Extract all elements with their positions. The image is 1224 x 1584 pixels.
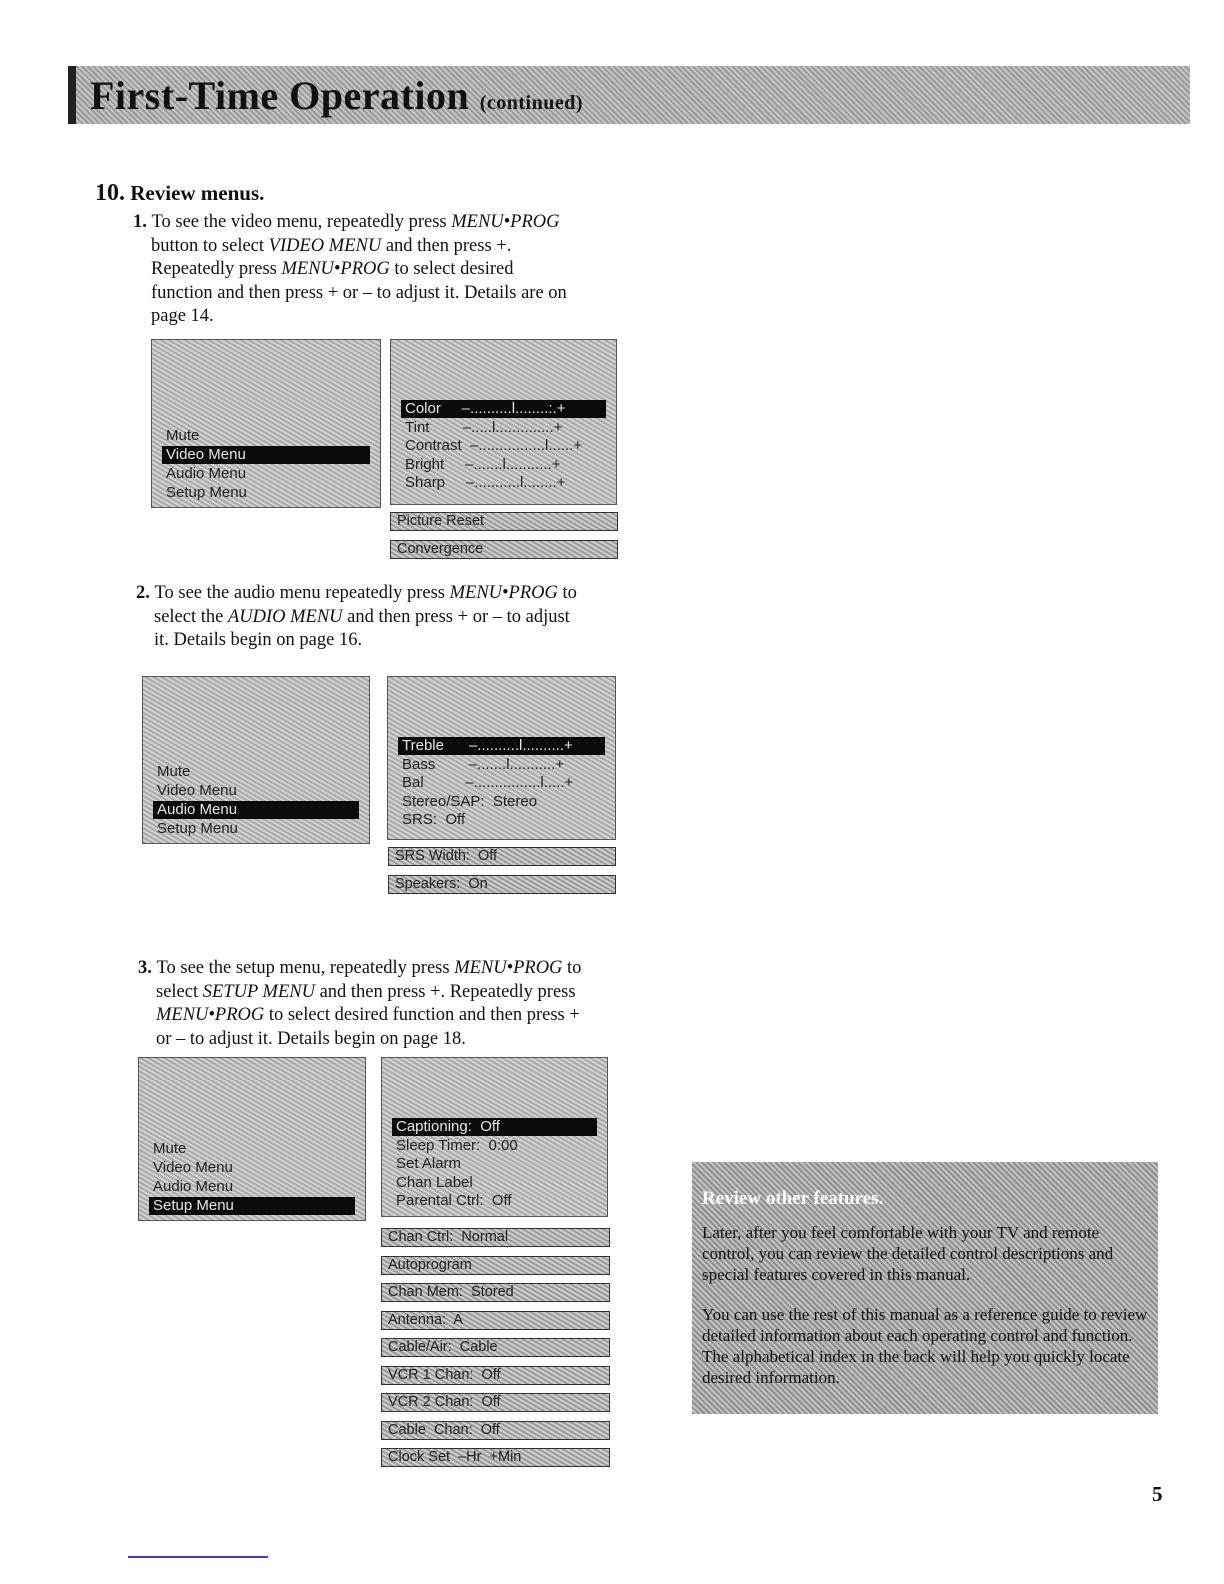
- main-menu-item: Setup Menu: [166, 484, 247, 501]
- instruction-number: 3.: [138, 958, 157, 978]
- main-menu-item: Audio Menu: [153, 801, 359, 819]
- instruction-line: [136, 582, 636, 606]
- page-number: 5: [1152, 1482, 1163, 1506]
- button-name-text: MENU•PROG: [449, 583, 558, 603]
- main-menu-item: Video Menu: [153, 1159, 233, 1176]
- sub-menu-item: Treble –..........l..........+: [398, 737, 605, 755]
- sub-menu-option-bar: Antenna: A: [381, 1311, 610, 1330]
- instruction-text: select the: [154, 606, 228, 627]
- setup-menu-screen: [381, 1057, 608, 1217]
- sub-menu-option-bar: Convergence: [390, 540, 618, 559]
- instruction-line: [133, 235, 633, 259]
- instruction-text: To see the video menu, repeatedly press: [151, 212, 452, 232]
- footer-rule: [128, 1556, 268, 1558]
- section-title-text: First-Time Operation: [90, 73, 470, 118]
- instruction-text: To see the setup menu, repeatedly press: [156, 958, 455, 978]
- sub-menu-option-bar: Clock Set –Hr +Min: [381, 1448, 610, 1467]
- sub-menu-item: SRS: Off: [402, 811, 466, 828]
- instruction-text: or – to adjust it. Details begin on page 18.: [156, 1028, 466, 1049]
- main-menu-item: Video Menu: [157, 782, 237, 799]
- instruction-text: function and then press + or – to adjust it. Details are on: [151, 282, 567, 303]
- sub-menu-option-bar: Chan Ctrl: Normal: [381, 1228, 610, 1247]
- main-menu-screen-video: [151, 339, 381, 508]
- audio-menu-screen: [387, 676, 616, 840]
- sub-menu-item: Sleep Timer: 0:00: [396, 1136, 518, 1154]
- sub-menu-item: Bass –.......l...........+: [402, 755, 565, 773]
- main-menu-item: Video Menu: [162, 446, 370, 464]
- instruction-3: [138, 957, 638, 1051]
- instruction-line: [136, 629, 636, 653]
- instruction-text: page 14.: [151, 306, 214, 326]
- main-menu-screen-setup: [138, 1057, 366, 1221]
- instruction-line: [138, 981, 638, 1005]
- instruction-line: [133, 258, 633, 282]
- sub-menu-item: Tint –.....l..............+: [405, 418, 563, 436]
- sub-menu-item: Chan Label: [396, 1173, 473, 1191]
- instruction-number: 2.: [136, 583, 155, 603]
- step-title: Review menus.: [130, 181, 265, 205]
- main-menu-item: Audio Menu: [166, 465, 247, 482]
- sub-menu-option-bar: Speakers: On: [388, 875, 616, 894]
- main-menu-item: Mute: [157, 763, 191, 780]
- sub-menu-option-bar: Cable Chan: Off: [381, 1421, 610, 1440]
- instruction-text: to: [562, 958, 582, 978]
- review-paragraph-2: You can use the rest of this manual as a reference guide to review detailed information about each operating control and function. The alphabetical index in the back will help you quickly locate desired information.: [702, 1305, 1148, 1387]
- instruction-number: 1.: [133, 212, 152, 232]
- sub-menu-item: Bright –.......l...........+: [405, 455, 561, 473]
- button-name-text: MENU•PROG: [454, 958, 563, 978]
- review-features-box: [692, 1162, 1158, 1414]
- instruction-text: To see the audio menu repeatedly press: [154, 583, 450, 603]
- step-number: 10.: [95, 180, 125, 206]
- button-name-text: AUDIO MENU: [227, 606, 343, 627]
- instruction-text: and then press +.: [381, 235, 512, 256]
- section-header-band: [68, 66, 1190, 124]
- instruction-line: [136, 606, 636, 630]
- instruction-text: and then press + or – to adjust: [342, 606, 570, 627]
- section-title-continued: (continued): [479, 92, 583, 114]
- sub-menu-option-bar: Autoprogram: [381, 1256, 610, 1275]
- instruction-line: [133, 211, 633, 235]
- instruction-text: to select desired: [389, 259, 514, 279]
- review-title: Review other features.: [702, 1188, 884, 1209]
- main-menu-item: Mute: [153, 1140, 187, 1157]
- sub-menu-option-bar: Chan Mem: Stored: [381, 1283, 610, 1302]
- instruction-text: button to select: [151, 235, 269, 256]
- main-menu-item: Setup Menu: [157, 820, 238, 837]
- sub-menu-option-bar: VCR 1 Chan: Off: [381, 1366, 610, 1385]
- button-name-text: SETUP MENU: [202, 981, 315, 1002]
- instruction-text: it. Details begin on page 16.: [154, 630, 363, 650]
- instruction-1: [133, 211, 633, 329]
- video-menu-screen: [390, 339, 617, 505]
- sub-menu-item: Color –..........l........:.+: [401, 400, 606, 418]
- instruction-text: Repeatedly press: [151, 259, 282, 279]
- instruction-text: to select desired function and then press +: [264, 1005, 580, 1025]
- button-name-text: MENU•PROG: [156, 1005, 265, 1025]
- sub-menu-item: Contrast –................l......+: [405, 437, 583, 454]
- instruction-text: to: [557, 583, 577, 603]
- sub-menu-option-bar: SRS Width: Off: [388, 847, 616, 866]
- instruction-text: and then press +. Repeatedly press: [314, 981, 576, 1002]
- instruction-2: [136, 582, 636, 653]
- button-name-text: MENU•PROG: [451, 212, 560, 232]
- main-menu-item: Setup Menu: [149, 1197, 355, 1215]
- main-menu-item: Mute: [166, 427, 200, 444]
- instruction-line: [138, 1028, 638, 1052]
- main-menu-screen-audio: [142, 676, 370, 844]
- instruction-line: [138, 1004, 638, 1028]
- sub-menu-item: Sharp –...........l........+: [405, 474, 566, 491]
- instruction-line: [133, 305, 633, 329]
- instruction-line: [138, 957, 638, 981]
- step-heading: [95, 180, 264, 207]
- sub-menu-item: Set Alarm: [396, 1155, 462, 1172]
- sub-menu-item: Stereo/SAP: Stereo: [402, 792, 538, 810]
- section-title: [90, 72, 583, 119]
- sub-menu-item: Bal –................l.....+: [402, 774, 574, 791]
- instruction-text: select: [156, 981, 203, 1002]
- sub-menu-option-bar: Cable/Air: Cable: [381, 1338, 610, 1357]
- review-paragraph-1: Later, after you feel comfortable with your TV and remote control, you can review the detailed control descriptions and special features covered in this manual.: [702, 1223, 1114, 1284]
- button-name-text: MENU•PROG: [281, 259, 390, 279]
- sub-menu-option-bar: Picture Reset: [390, 512, 618, 531]
- button-name-text: VIDEO MENU: [268, 235, 382, 256]
- sub-menu-item: Captioning: Off: [392, 1118, 597, 1136]
- sub-menu-item: Parental Ctrl: Off: [396, 1192, 512, 1209]
- instruction-line: [133, 282, 633, 306]
- sub-menu-option-bar: VCR 2 Chan: Off: [381, 1393, 610, 1412]
- main-menu-item: Audio Menu: [153, 1178, 234, 1195]
